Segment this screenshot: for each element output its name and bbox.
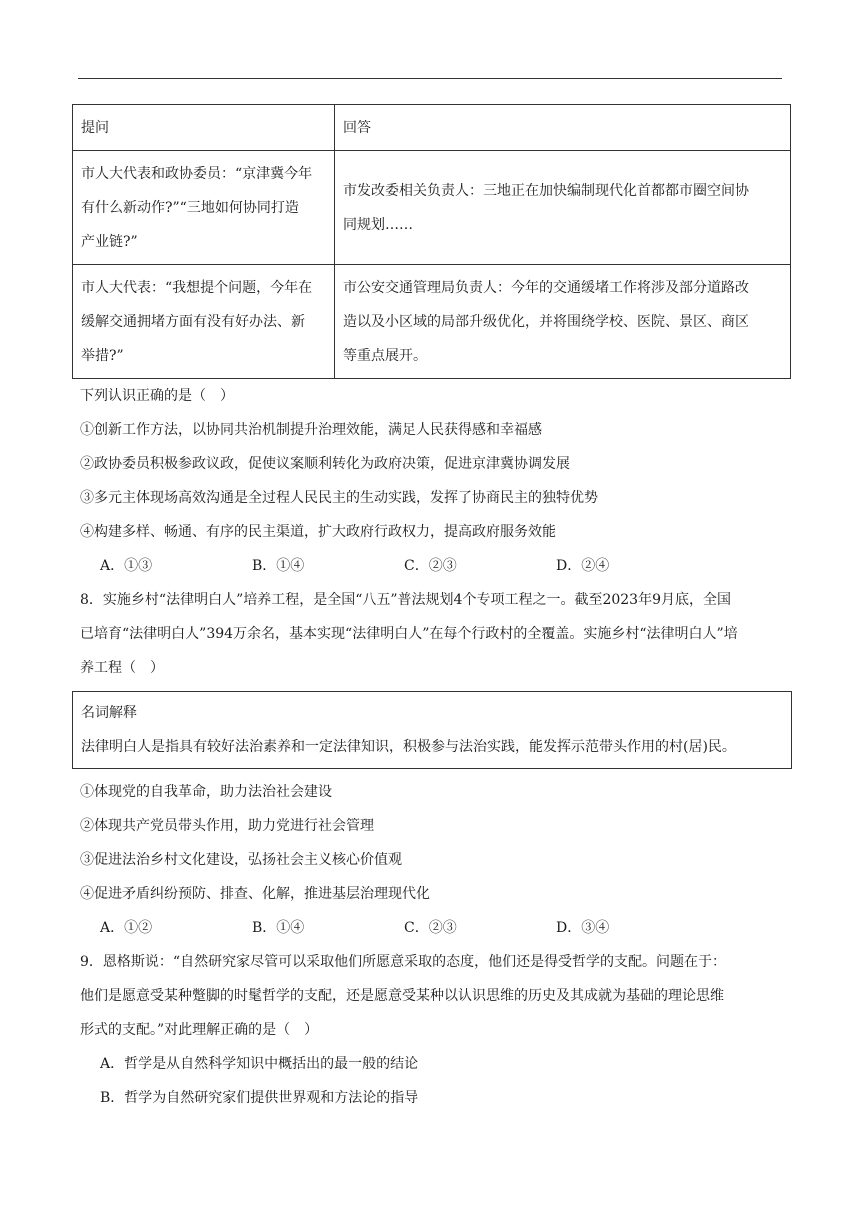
cell-line: 市公安交通管理局负责人：今年的交通缓堵工作将涉及部分道路改 xyxy=(343,279,749,296)
cell-line: 造以及小区域的局部升级优化，并将围绕学校、医院、景区、商区 xyxy=(343,313,749,330)
cell-line: 等重点展开。 xyxy=(343,347,427,364)
q9-stem-line: 他们是愿意受某种蹩脚的时髦哲学的支配，还是愿意受某种以认识思维的历史及其成就为基础的理论思维 xyxy=(80,988,724,1004)
q8-item: ①体现党的自我革命，助力法治社会建设 xyxy=(80,784,332,800)
q8-item: ④促进矛盾纠纷预防、排查、化解，推进基层治理现代化 xyxy=(80,886,430,902)
table-row xyxy=(73,265,791,379)
q7-item: ③多元主体现场高效沟通是全过程人民民主的生动实践，发挥了协商民主的独特优势 xyxy=(80,490,598,506)
q9-choice-b[interactable]: B．哲学为自然研究家们提供世界观和方法论的指导 xyxy=(100,1090,419,1106)
table-header-answer: 回答 xyxy=(335,105,791,151)
cell-line: 市人大代表和政协委员：“京津冀今年 xyxy=(81,165,313,182)
cell-line: 有什么新动作?”“三地如何协同打造 xyxy=(81,199,299,216)
q8-options xyxy=(80,911,792,945)
question-7-block xyxy=(72,379,792,685)
q7-item: ②政协委员积极参政议政，促使议案顺利转化为政府决策，促进京津冀协调发展 xyxy=(80,456,570,472)
q7-item: ①创新工作方法，以协同共治机制提升治理效能，满足人民获得感和幸福感 xyxy=(80,422,542,438)
question-8-items xyxy=(72,775,792,1115)
cell-line: 市人大代表：“我想提个问题，今年在 xyxy=(81,279,313,296)
q7-stem: 下列认识正确的是（ ） xyxy=(80,388,234,404)
q7-item: ④构建多样、畅通、有序的民主渠道，扩大政府行政权力，提高政府服务效能 xyxy=(80,524,556,540)
q8-stem-line: 8．实施乡村“法律明白人”培养工程，是全国“八五”普法规划4个专项工程之一。截至2023年9月底，全国 xyxy=(80,592,731,608)
option-a[interactable]: A．①② xyxy=(100,920,153,936)
q8-stem-line: 已培育“法律明白人”394万余名，基本实现“法律明白人”在每个行政村的全覆盖。实施乡村“法律明白人”培 xyxy=(80,626,738,642)
q8-stem-line: 养工程（ ） xyxy=(80,660,164,676)
answer-cell xyxy=(335,265,791,379)
definition-box xyxy=(72,691,792,769)
cell-line: 同规划…… xyxy=(343,216,413,233)
option-d[interactable]: D．③④ xyxy=(556,920,610,936)
qa-table xyxy=(72,104,791,379)
option-a[interactable]: A．①③ xyxy=(100,558,153,574)
definition-text: 法律明白人是指具有较好法治素养和一定法律知识，积极参与法治实践，能发挥示范带头作用的村(居)民。 xyxy=(81,739,736,755)
cell-line: 产业链?” xyxy=(81,233,138,250)
q9-stem-line: 形式的支配。”对此理解正确的是（ ） xyxy=(80,1022,319,1038)
option-d[interactable]: D．②④ xyxy=(556,558,610,574)
document-page xyxy=(72,104,792,1115)
cell-line: 市发改委相关负责人：三地正在加快编制现代化首都都市圈空间协 xyxy=(343,182,749,199)
answer-cell xyxy=(335,151,791,265)
option-c[interactable]: C．②③ xyxy=(404,558,457,574)
option-b[interactable]: B．①④ xyxy=(252,920,305,936)
cell-line: 缓解交通拥堵方面有没有好办法、新 xyxy=(81,313,305,330)
q9-choice-a[interactable]: A．哲学是从自然科学知识中概括出的最一般的结论 xyxy=(100,1056,419,1072)
question-cell xyxy=(73,265,335,379)
header-rule xyxy=(78,78,782,79)
table-header-row xyxy=(73,105,791,151)
table-row xyxy=(73,151,791,265)
q8-item: ③促进法治乡村文化建设，弘扬社会主义核心价值观 xyxy=(80,852,402,868)
q9-stem-line: 9．恩格斯说：“自然研究家尽管可以采取他们所愿意采取的态度，他们还是得受哲学的支配。问题在于： xyxy=(80,954,727,970)
option-c[interactable]: C．②③ xyxy=(404,920,457,936)
table-header-question: 提问 xyxy=(73,105,335,151)
q7-options xyxy=(80,549,792,583)
option-b[interactable]: B．①④ xyxy=(252,558,305,574)
definition-title: 名词解释 xyxy=(81,705,137,721)
q8-item: ②体现共产党员带头作用，助力党进行社会管理 xyxy=(80,818,374,834)
question-cell xyxy=(73,151,335,265)
cell-line: 举措?” xyxy=(81,347,124,364)
